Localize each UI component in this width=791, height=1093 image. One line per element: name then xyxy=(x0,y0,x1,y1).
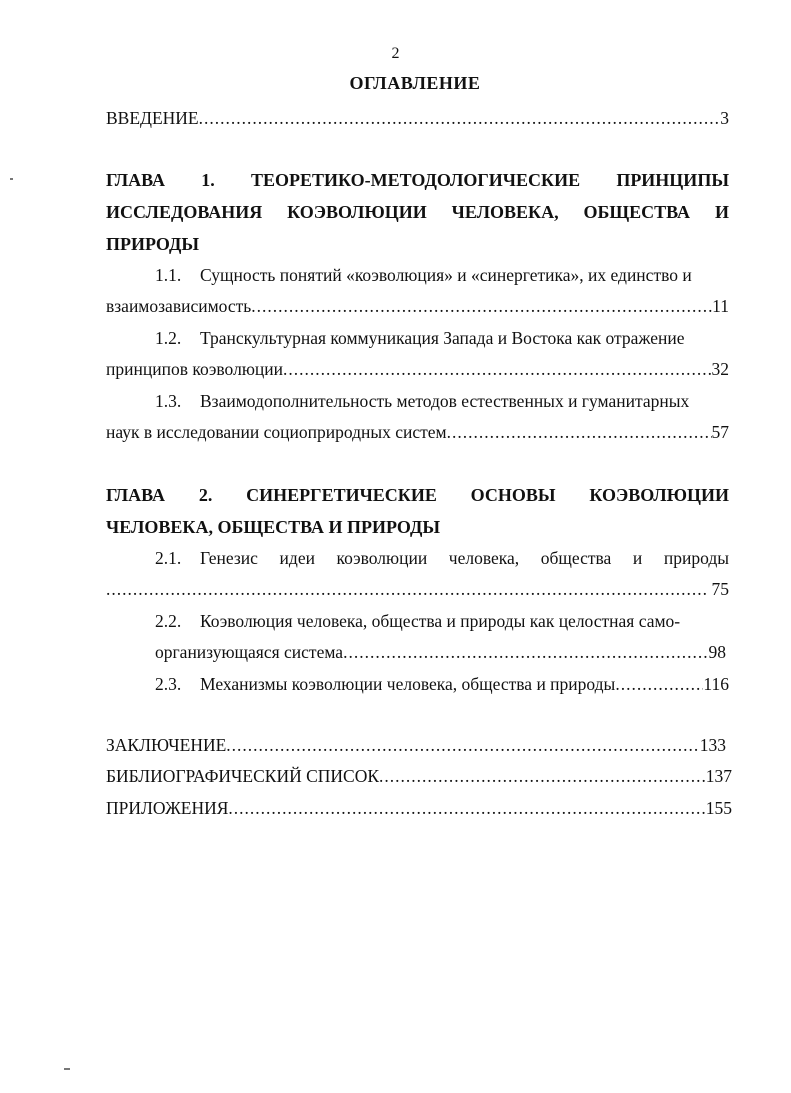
section-title-continued: взаимозависимость xyxy=(106,296,252,316)
chapter-word: И xyxy=(714,202,729,222)
section-word: человека, xyxy=(448,548,520,568)
section-number: 1.1. xyxy=(155,265,182,285)
toc-entry-2-3[interactable] xyxy=(155,672,729,696)
section-word: общества xyxy=(540,548,612,568)
leader-dots xyxy=(447,420,712,444)
section-number: 2.2. xyxy=(155,611,182,631)
toc-entry-1-2-line-2[interactable] xyxy=(106,357,729,381)
section-title-continued: наук в исследовании социоприродных систем xyxy=(106,422,447,442)
entry-page: 98 xyxy=(708,642,726,662)
toc-entry-2-1-line-1[interactable] xyxy=(155,546,729,570)
entry-page: 137 xyxy=(705,766,732,786)
section-title: Транскультурная коммуникация Запада и Востока как отражение xyxy=(200,328,685,348)
section-word: идеи xyxy=(279,548,315,568)
chapter-word: КОЭВОЛЮЦИИ xyxy=(589,485,729,505)
scan-speck xyxy=(10,178,13,180)
entry-page: 133 xyxy=(699,735,726,755)
section-word: Генезис xyxy=(200,548,258,568)
section-word: природы xyxy=(663,548,729,568)
chapter-word: СИНЕРГЕТИЧЕСКИЕ xyxy=(246,485,437,505)
toc-entry-2-1-line-2[interactable] xyxy=(106,577,729,601)
entry-page: 3 xyxy=(720,108,729,128)
leader-dots xyxy=(343,640,708,664)
section-title: Коэволюция человека, общества и природы как целостная само- xyxy=(200,611,681,631)
section-title-text: Механизмы коэволюции человека, общества и природы xyxy=(200,674,616,694)
chapter-word: ГЛАВА xyxy=(106,170,166,190)
toc-entry-1-3-line-1[interactable] xyxy=(155,389,729,413)
section-title xyxy=(155,672,615,696)
toc-entry-1-1-line-2[interactable] xyxy=(106,294,729,318)
leader-dots xyxy=(379,764,706,788)
entry-page: 57 xyxy=(711,422,729,442)
chapter-word: КОЭВОЛЮЦИИ xyxy=(287,202,427,222)
chapter-word: 2. xyxy=(198,485,213,505)
section-word: и xyxy=(632,548,643,568)
toc-entry-2-2-line-1[interactable] xyxy=(155,609,729,633)
page-title: ОГЛАВЛЕНИЕ xyxy=(349,73,481,93)
chapter-1-heading-line-1[interactable] xyxy=(106,168,729,192)
leader-dots xyxy=(228,796,705,820)
toc-entry-bibliography[interactable] xyxy=(106,764,732,788)
toc-entry-1-1-line-1[interactable] xyxy=(155,263,729,287)
chapter-2-heading-line-2[interactable]: ЧЕЛОВЕКА, ОБЩЕСТВА И ПРИРОДЫ xyxy=(106,517,441,537)
section-title: Сущность понятий «коэволюция» и «синергетика», их единство и xyxy=(200,265,692,285)
entry-page: 116 xyxy=(703,674,729,694)
entry-label: ПРИЛОЖЕНИЯ xyxy=(106,798,229,818)
entry-label: ЗАКЛЮЧЕНИЕ xyxy=(106,735,227,755)
toc-entry-introduction[interactable] xyxy=(106,106,729,130)
chapter-word: 1. xyxy=(201,170,215,190)
section-title: Взаимодополнительность методов естественных и гуманитарных xyxy=(200,391,690,411)
leader-dots xyxy=(226,733,699,757)
chapter-1-heading-line-3[interactable]: ПРИРОДЫ xyxy=(106,234,200,254)
chapter-2-heading-line-1[interactable] xyxy=(106,483,729,507)
entry-page: 155 xyxy=(705,798,732,818)
leader-dots xyxy=(106,577,707,601)
entry-page: 11 xyxy=(712,296,729,316)
toc-entry-conclusion[interactable] xyxy=(106,733,726,757)
scan-speck xyxy=(64,1068,70,1070)
chapter-word: ЧЕЛОВЕКА, xyxy=(451,202,559,222)
entry-label: БИБЛИОГРАФИЧЕСКИЙ СПИСОК xyxy=(106,766,380,786)
chapter-word: ОБЩЕСТВА xyxy=(583,202,691,222)
leader-dots xyxy=(251,294,712,318)
toc-entry-1-3-line-2[interactable] xyxy=(106,420,729,444)
section-number: 1.2. xyxy=(155,328,182,348)
entry-page: 32 xyxy=(711,359,729,379)
leader-dots xyxy=(615,672,703,696)
chapter-word: ОСНОВЫ xyxy=(470,485,556,505)
section-title-continued: принципов коэволюции xyxy=(106,359,283,379)
section-title-continued: организующаяся система xyxy=(155,642,344,662)
leader-dots xyxy=(283,357,712,381)
toc-entry-appendices[interactable] xyxy=(106,796,732,820)
chapter-word: ПРИНЦИПЫ xyxy=(616,170,729,190)
toc-entry-2-2-line-2[interactable] xyxy=(155,640,726,664)
chapter-word: ГЛАВА xyxy=(106,485,166,505)
section-number: 2.1. xyxy=(155,548,182,568)
chapter-1-heading-line-2[interactable] xyxy=(106,200,729,224)
section-word: коэволюции xyxy=(336,548,428,568)
section-number: 1.3. xyxy=(155,391,182,411)
page-number: 2 xyxy=(391,45,400,62)
section-number: 2.3. xyxy=(155,674,182,694)
chapter-word: ИССЛЕДОВАНИЯ xyxy=(106,202,263,222)
toc-entry-1-2-line-1[interactable] xyxy=(155,326,729,350)
entry-page: 75 xyxy=(711,579,729,599)
chapter-word: ТЕОРЕТИКО-МЕТОДОЛОГИЧЕСКИЕ xyxy=(250,170,581,190)
entry-label: ВВЕДЕНИЕ xyxy=(106,108,199,128)
leader-dots xyxy=(199,106,721,130)
